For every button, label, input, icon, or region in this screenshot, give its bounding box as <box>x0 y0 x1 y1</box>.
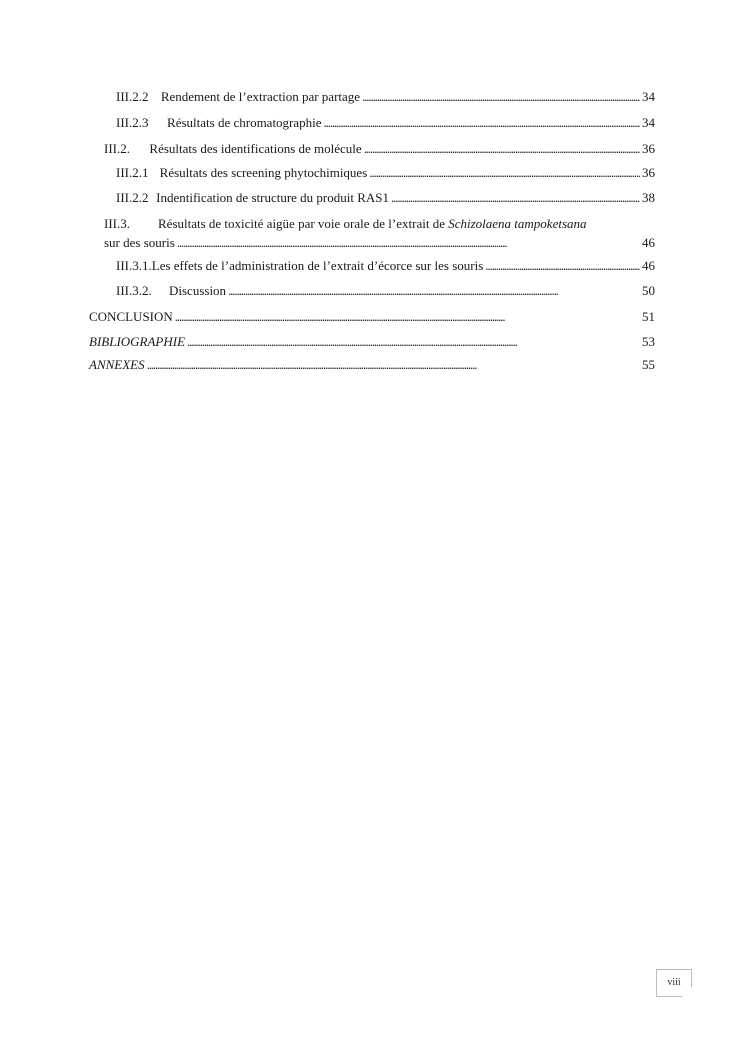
toc-entry-page: 34 <box>642 115 655 130</box>
toc-entry-page: 50 <box>642 283 655 298</box>
dot-leader <box>187 334 640 350</box>
toc-entry-title: BIBLIOGRAPHIE <box>89 334 186 349</box>
toc-entry[interactable] <box>116 115 655 131</box>
page-number <box>656 969 692 997</box>
toc-entry-number: III.2.2 <box>116 89 149 104</box>
toc-entry-title: ANNEXES <box>89 357 145 372</box>
toc-entry-title-continued: sur des souris <box>104 235 175 250</box>
toc-entry-title: Résultats de toxicité aigüe par voie orale de l’extrait de <box>158 216 445 231</box>
toc-entry[interactable] <box>116 165 655 181</box>
toc-entry[interactable] <box>116 283 655 299</box>
toc-entry[interactable] <box>104 141 655 157</box>
toc-entry-page: 53 <box>642 334 655 349</box>
toc-entry-number: III.3.2. <box>116 283 152 298</box>
toc-entry-number: III.3.1. <box>116 258 152 273</box>
toc-entry-page: 46 <box>642 235 655 250</box>
dot-leader <box>228 283 640 299</box>
toc-entry-number: III.2.2 <box>116 190 149 205</box>
toc-entry[interactable] <box>89 309 655 325</box>
toc-entry-first-line[interactable] <box>104 216 587 232</box>
dot-leader <box>391 190 640 206</box>
toc-entry-title: Résultats des identifications de molécule <box>149 141 362 156</box>
toc-entry[interactable] <box>116 89 655 105</box>
toc-entry-title: Résultats des screening phytochimiques <box>159 165 368 180</box>
toc-entry-page: 38 <box>642 190 655 205</box>
toc-entry-title-italic: Schizolaena tampoketsana <box>448 216 587 231</box>
toc-entry-title: Discussion <box>169 283 227 298</box>
toc-entry-page: 36 <box>642 165 655 180</box>
toc-entry-page: 51 <box>642 309 655 324</box>
dot-leader <box>147 357 640 373</box>
toc-entry-number: III.2.3 <box>116 115 149 130</box>
toc-entry-title: Résultats de chromatographie <box>167 115 322 130</box>
dot-leader <box>362 89 640 105</box>
toc-entry-page: 55 <box>642 357 655 372</box>
toc-entry[interactable] <box>89 357 655 373</box>
toc-entry-title: Indentification de structure du produit RAS1 <box>156 190 390 205</box>
toc-entry-title: Les effets de l’administration de l’extrait d’écorce sur les souris <box>151 258 484 273</box>
toc-entry-title: Rendement de l’extraction par partage <box>160 89 361 104</box>
dot-leader <box>364 141 640 157</box>
dot-leader <box>175 309 640 325</box>
toc-entry-page: 36 <box>642 141 655 156</box>
toc-entry-page: 34 <box>642 89 655 104</box>
dot-leader <box>177 235 640 251</box>
dot-leader <box>369 165 640 181</box>
toc-entry-number: III.2.1 <box>116 165 149 180</box>
toc-entry[interactable] <box>116 258 655 274</box>
toc-entry[interactable] <box>89 334 655 350</box>
page-number-label: viii <box>667 977 681 988</box>
toc-entry-number: III.2. <box>104 141 130 156</box>
toc-entry-page: 46 <box>642 258 655 273</box>
page-curl-icon <box>682 987 692 997</box>
toc-entry[interactable] <box>104 235 655 251</box>
toc-entry-number: III.3. <box>104 216 130 231</box>
toc-entry-title: CONCLUSION <box>89 309 173 324</box>
dot-leader <box>324 115 640 131</box>
dot-leader <box>485 258 640 274</box>
toc-entry[interactable] <box>116 190 655 206</box>
